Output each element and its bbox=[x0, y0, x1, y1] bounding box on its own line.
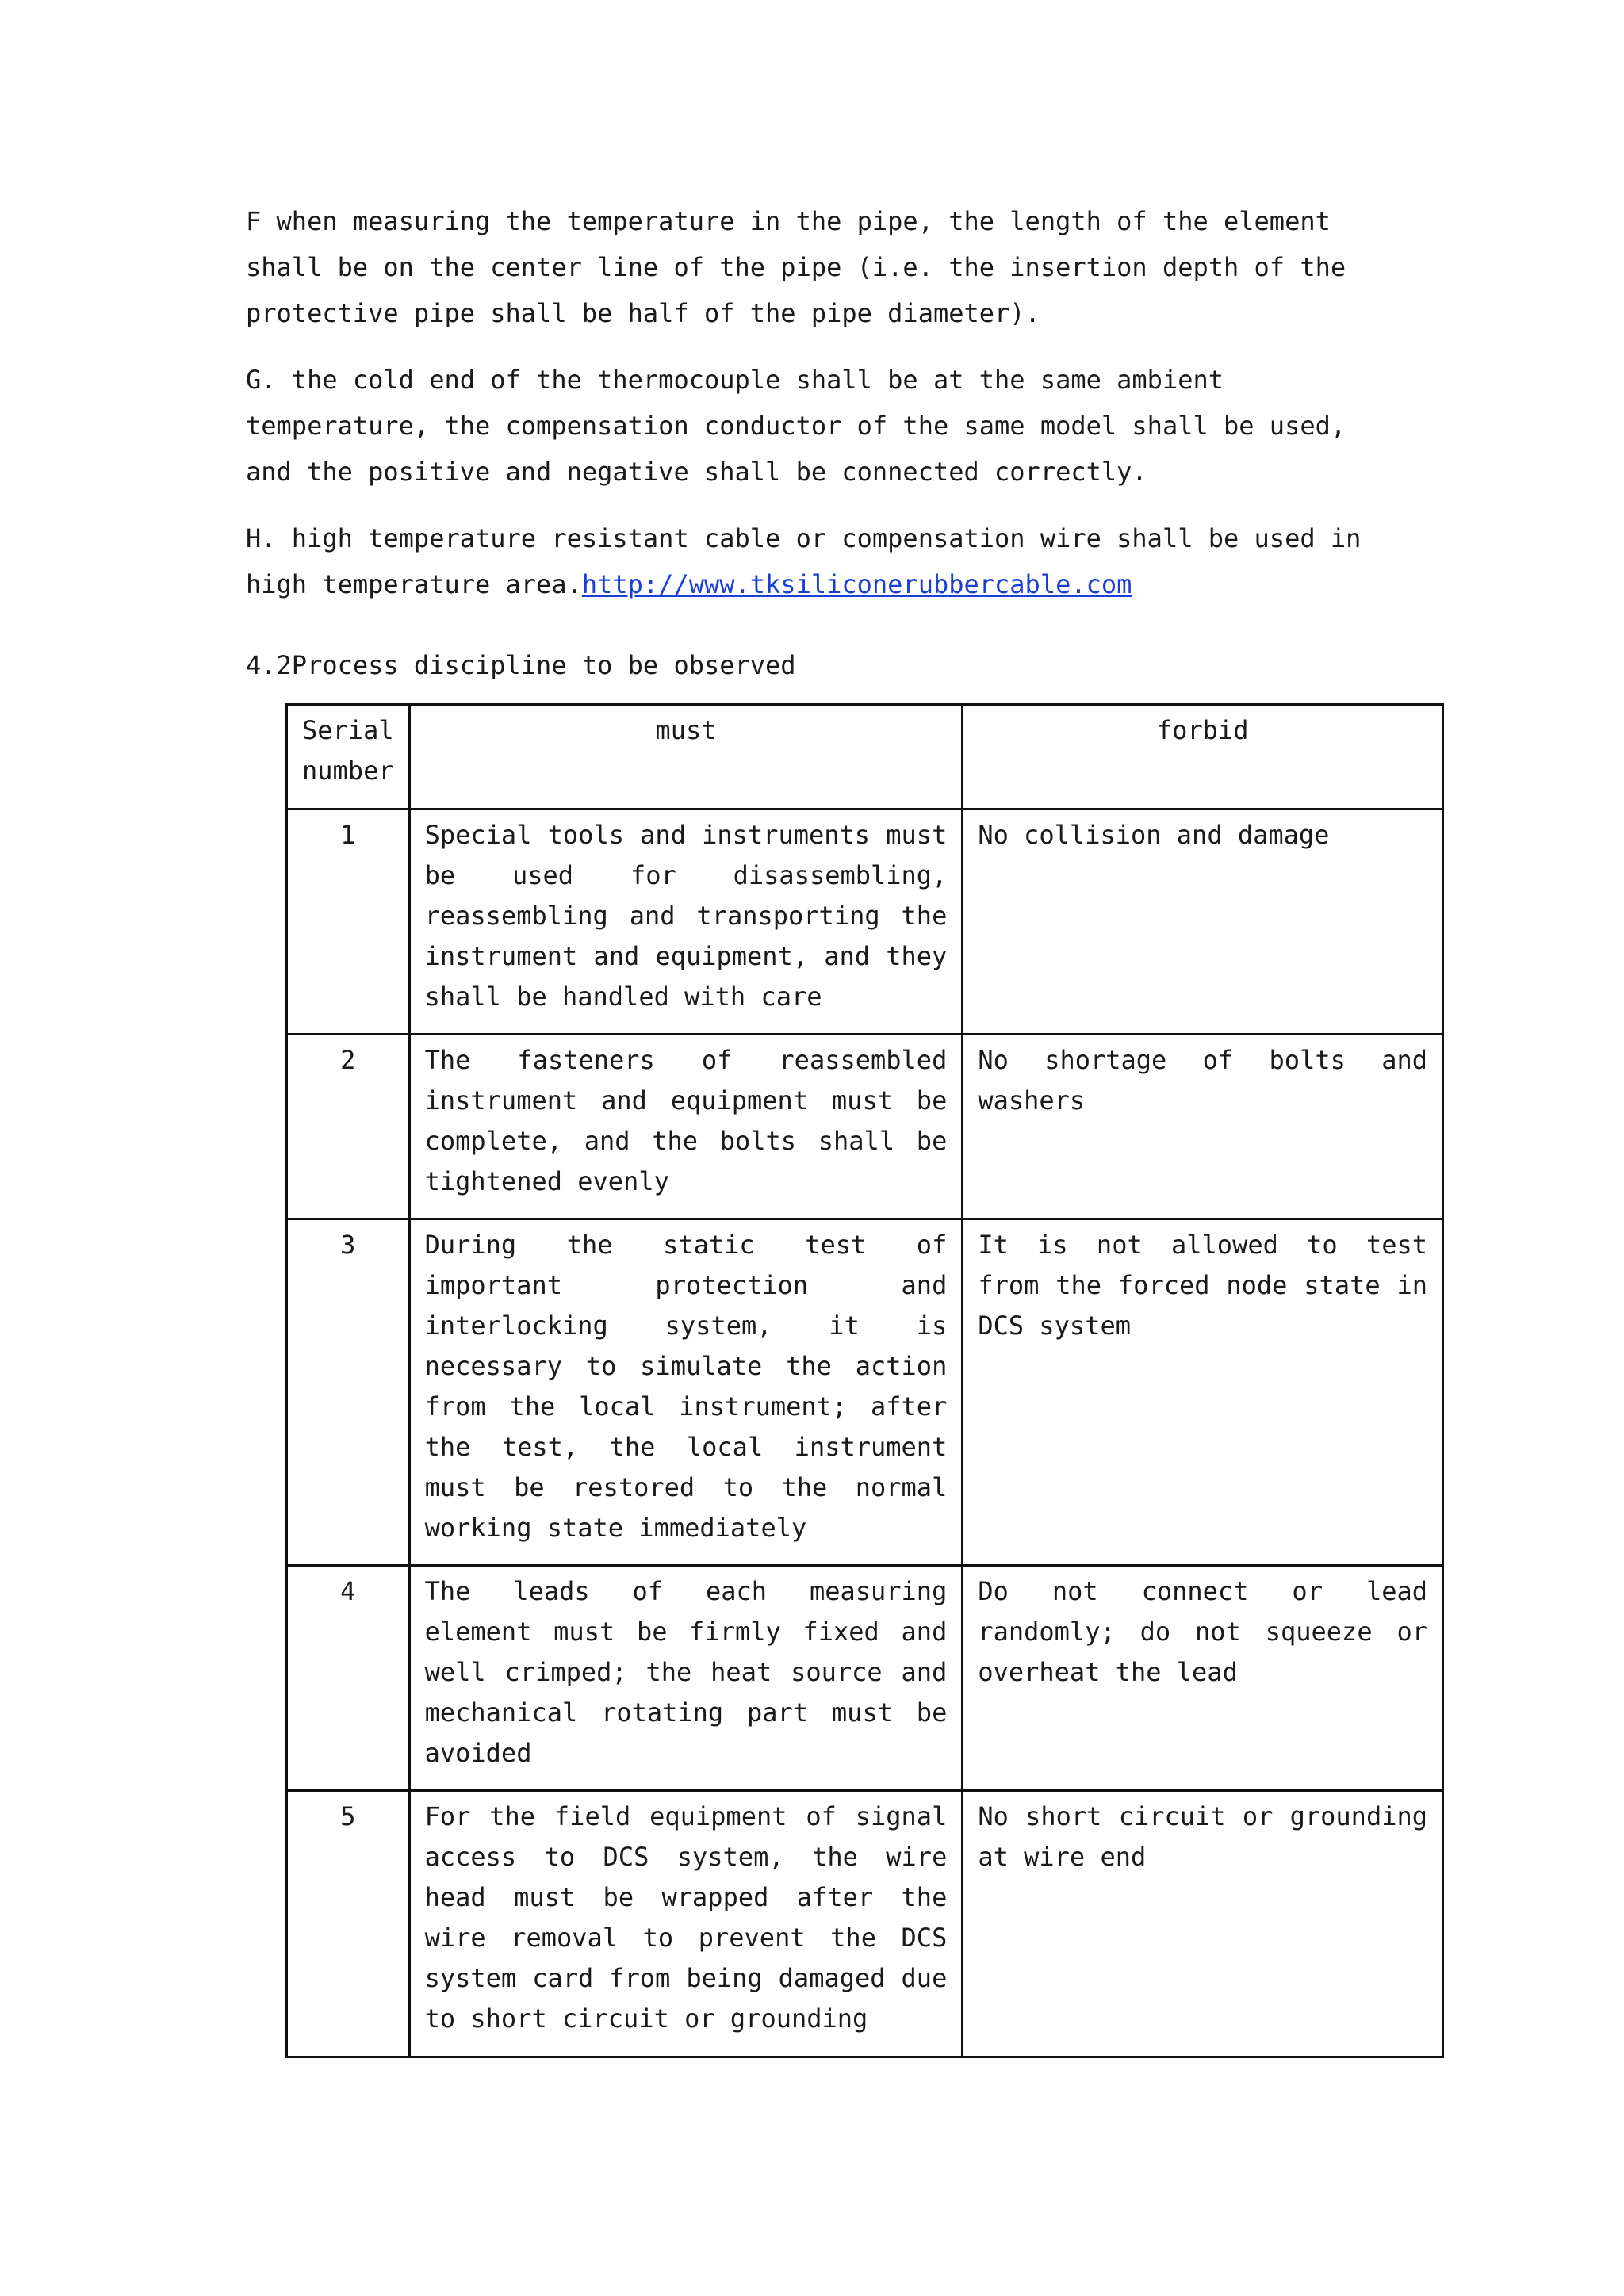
paragraph-h bbox=[246, 515, 1388, 607]
row-forbid-cell: Do not connect or lead randomly; do not squeeze or overheat the lead bbox=[963, 1566, 1443, 1791]
header-serial-number: Serial number bbox=[287, 705, 410, 809]
table-row bbox=[287, 1566, 1443, 1791]
table-row bbox=[287, 1035, 1443, 1219]
website-link[interactable]: http://www.tksiliconerubbercable.com bbox=[581, 569, 1132, 599]
row-serial-number: 1 bbox=[287, 809, 410, 1035]
row-must-cell: The leads of each measuring element must be firmly fixed and well crimped; the heat source and mechanical rotating part must be avoided bbox=[409, 1566, 963, 1791]
row-serial-number: 4 bbox=[287, 1566, 410, 1791]
table-header-row bbox=[287, 705, 1443, 809]
row-forbid-cell: No collision and damage bbox=[963, 809, 1443, 1035]
row-forbid-cell: No short circuit or grounding at wire end bbox=[963, 1791, 1443, 2057]
header-forbid: forbid bbox=[963, 705, 1443, 809]
header-must: must bbox=[409, 705, 963, 809]
row-forbid-cell: It is not allowed to test from the forced node state in DCS system bbox=[963, 1219, 1443, 1566]
row-forbid-cell: No shortage of bolts and washers bbox=[963, 1035, 1443, 1219]
section-heading: 4.2Process discipline to be observed bbox=[246, 650, 796, 680]
paragraph-f: F when measuring the temperature in the pipe, the length of the element shall be on the center line of the pipe (i.e. the insertion depth of the protective pipe shall be half of the pipe diameter). bbox=[246, 206, 1346, 328]
row-must-cell: During the static test of important protection and interlocking system, it is necessary to simulate the action from the local instrument; after the test, the local instrument must be restored to the normal working state immediately bbox=[409, 1219, 963, 1566]
row-must-cell: The fasteners of reassembled instrument and equipment must be complete, and the bolts shall be tightened evenly bbox=[409, 1035, 963, 1219]
row-must-cell: For the field equipment of signal access to DCS system, the wire head must be wrapped after the wire removal to prevent the DCS system card from being damaged due to short circuit or grounding bbox=[409, 1791, 963, 2057]
table-row bbox=[287, 1791, 1443, 2057]
paragraph-h-text: H. high temperature resistant cable or compensation wire shall be used in high temperature area. bbox=[246, 523, 1362, 599]
table-row bbox=[287, 1219, 1443, 1566]
row-serial-number: 3 bbox=[287, 1219, 410, 1566]
process-discipline-table bbox=[285, 703, 1444, 2058]
row-serial-number: 2 bbox=[287, 1035, 410, 1219]
paragraph-g: G. the cold end of the thermocouple shall be at the same ambient temperature, the compensation conductor of the same model shall be used, and the positive and negative shall be connected correctly. bbox=[246, 365, 1346, 487]
row-must-cell: Special tools and instruments must be used for disassembling, reassembling and transporting the instrument and equipment, and they shall be handled with care bbox=[409, 809, 963, 1035]
row-serial-number: 5 bbox=[287, 1791, 410, 2057]
table-row bbox=[287, 809, 1443, 1035]
